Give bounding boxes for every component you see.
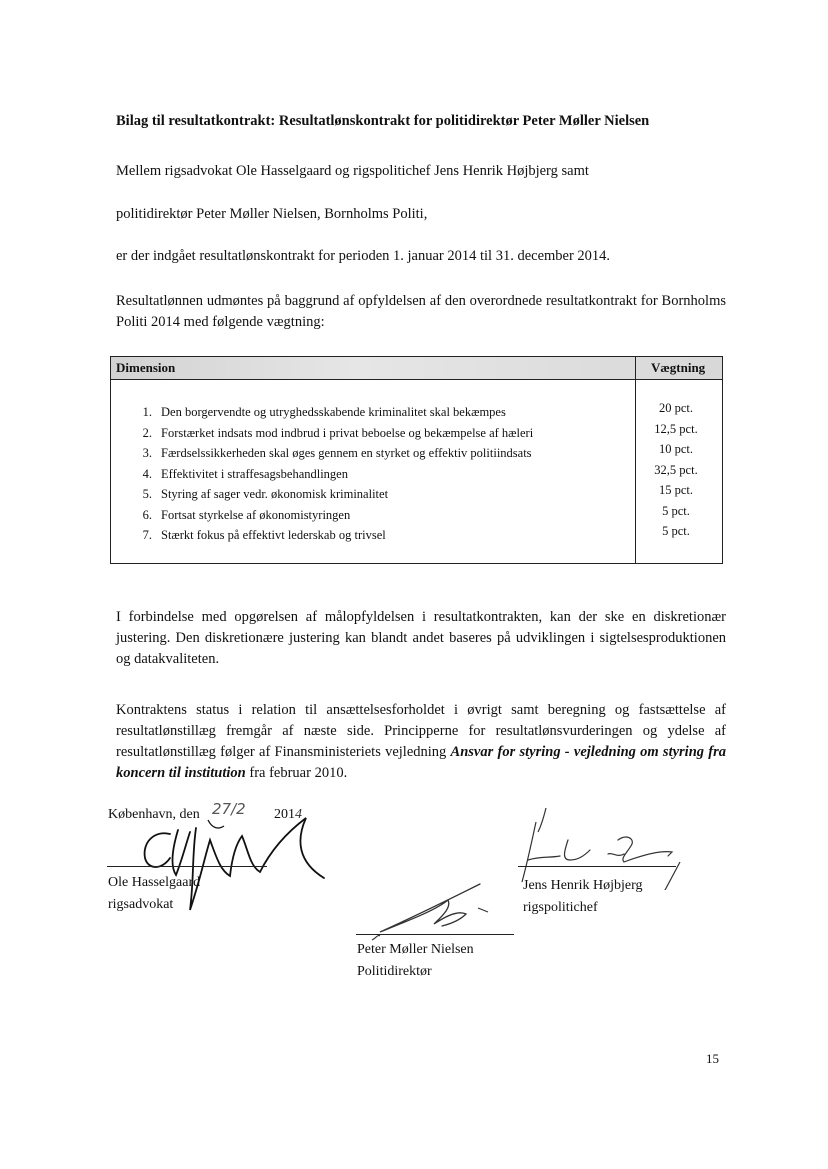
status-text-before: Kontraktens status i relation til ansættelsesforholdet i øvrigt samt beregning og fastsættelse af resultatlønstillæg fremgår af næste side. Principperne for resultatlønsvurderingen og ydelse af resultatlønstillæg følger af Finansministeriets vejledning xyxy=(116,702,726,760)
intro-line-period: er der indgået resultatlønskontrakt for perioden 1. januar 2014 til 31. december 2014. xyxy=(116,248,611,264)
row-weight: 5 pct. xyxy=(662,503,690,518)
sig1-name: Ole Hasselgaard xyxy=(108,875,201,890)
signature-line-1 xyxy=(107,866,267,867)
row-dimension: Den borgervendte og utryghedsskabende kriminalitet skal bekæmpes xyxy=(161,405,506,419)
row-number: 5. xyxy=(142,487,152,501)
row-dimension: Færdselssikkerheden skal øges gennem en styrket og effektiv politiindsats xyxy=(161,446,532,460)
signature-peter-moller-nielsen xyxy=(350,880,520,950)
signature-line-3 xyxy=(356,934,514,935)
row-weight: 32,5 pct. xyxy=(654,462,698,477)
header-dimension: Dimension xyxy=(116,360,176,375)
table-row xyxy=(111,483,722,508)
weighting-paragraph: Resultatlønnen udmøntes på baggrund af opfyldelsen af den overordnede resultatkontrakt for Bornholms Politi 2014 med følgende vægtning: xyxy=(116,293,726,330)
table-row xyxy=(111,421,722,447)
row-dimension: Effektivitet i straffesagsbehandlingen xyxy=(161,466,348,481)
row-dimension: Fortsat styrkelse af økonomistyringen xyxy=(161,507,351,522)
signature-jens-henrik-hojbjerg xyxy=(500,800,690,890)
row-number: 1. xyxy=(142,405,152,419)
row-dimension: Stærkt fokus på effektivt lederskab og trivsel xyxy=(161,528,386,542)
sig3-title: Politidirektør xyxy=(357,964,432,979)
sig1-title: rigsadvokat xyxy=(108,897,174,912)
place-date-label: København, den xyxy=(108,807,200,822)
row-weight: 12,5 pct. xyxy=(654,421,698,436)
year-handwritten-digit: 4 xyxy=(295,807,302,822)
header-weight: Vægtning xyxy=(651,360,706,375)
adjustment-paragraph: I forbindelse med opgørelsen af målopfyldelsen i resultatkontrakten, kan der ske en diskretionær justering. Den diskretionære justering kan blandt andet baseres på udviklingen i sigtelsesproduktionen og datakvaliteten. xyxy=(116,609,726,667)
sig2-name: Jens Henrik Højbjerg xyxy=(523,878,643,893)
row-weight: 20 pct. xyxy=(658,401,694,415)
weighting-table xyxy=(110,356,723,564)
row-dimension: Styring af sager vedr. økonomisk kriminalitet xyxy=(161,487,389,501)
page-number: 15 xyxy=(706,1051,719,1066)
table-row xyxy=(111,442,722,467)
row-dimension: Forstærket indsats mod indbrud i privat beboelse og bekæmpelse af hæleri xyxy=(161,425,534,440)
document-heading: Bilag til resultatkontrakt: Resultatlønskontrakt for politidirektør Peter Møller Nielsen xyxy=(116,113,650,129)
row-weight: 5 pct. xyxy=(662,524,690,538)
table-row xyxy=(111,462,722,488)
handwritten-date: 27/2 xyxy=(212,800,246,818)
row-number: 6. xyxy=(142,507,152,522)
status-text-after: fra februar 2010. xyxy=(245,765,348,781)
table-row xyxy=(111,503,722,529)
intro-line-director: politidirektør Peter Møller Nielsen, Bornholms Politi, xyxy=(116,206,428,222)
sig2-title: rigspolitichef xyxy=(523,900,598,915)
row-number: 3. xyxy=(142,446,152,460)
row-weight: 10 pct. xyxy=(658,442,694,456)
guideline-title: Ansvar for styring - vejledning om styring fra koncern til institution xyxy=(116,744,726,781)
table-row xyxy=(111,524,722,549)
row-number: 7. xyxy=(142,528,152,542)
row-weight: 15 pct. xyxy=(658,483,694,497)
status-paragraph xyxy=(116,700,726,784)
row-number: 4. xyxy=(142,466,152,481)
table-header-row xyxy=(111,357,722,380)
row-number: 2. xyxy=(142,425,152,440)
intro-line-parties: Mellem rigsadvokat Ole Hasselgaard og rigspolitichef Jens Henrik Højbjerg samt xyxy=(116,163,589,179)
signature-line-2 xyxy=(518,866,676,867)
year-prefix: 201 xyxy=(274,807,295,822)
table-row xyxy=(111,401,722,426)
sig3-name: Peter Møller Nielsen xyxy=(357,942,474,957)
